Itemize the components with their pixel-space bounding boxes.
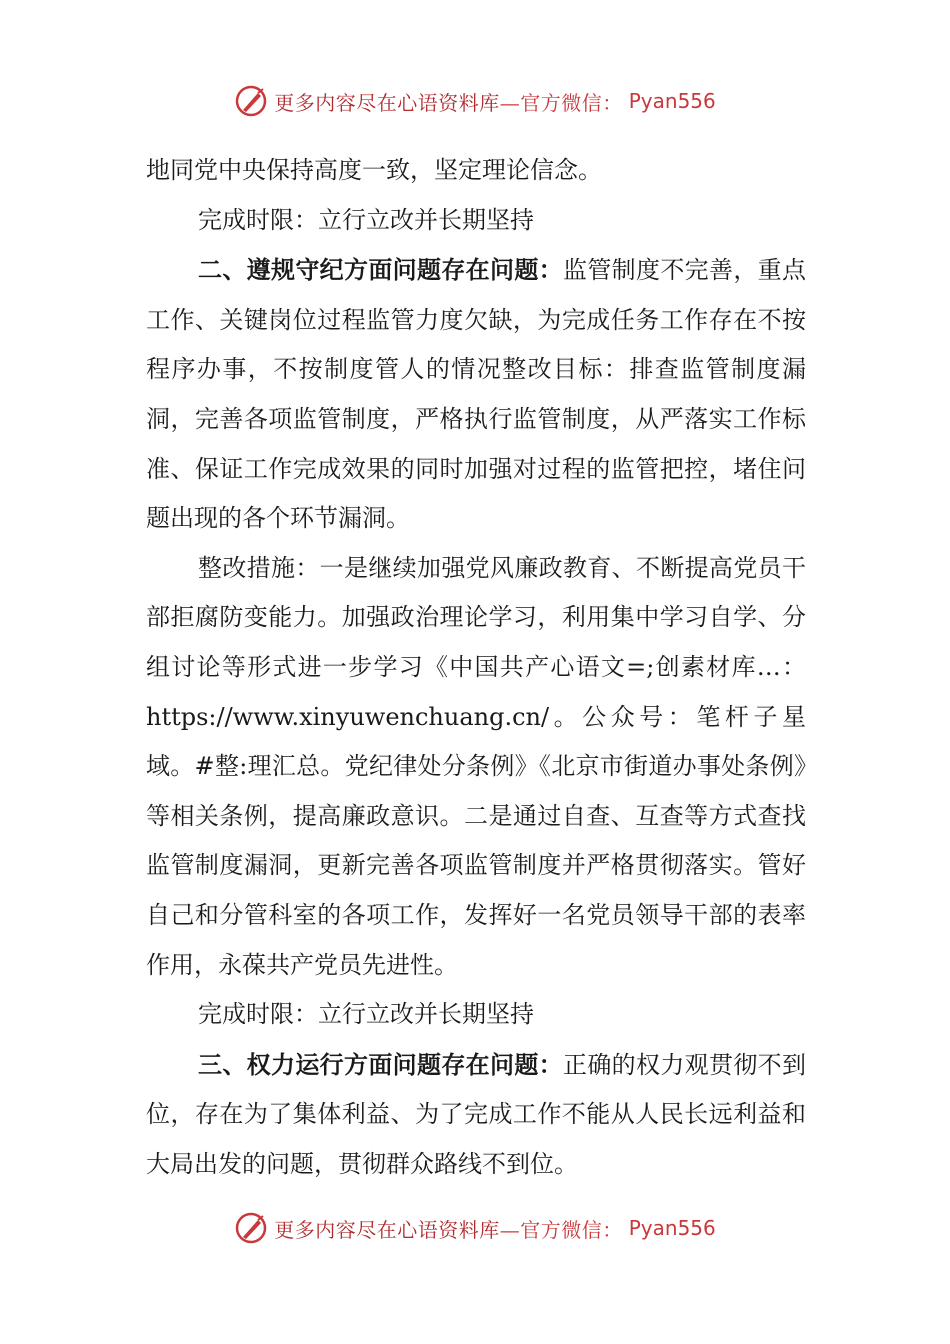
pen-logo-icon <box>234 84 268 118</box>
paragraph-text: 完成时限：立行立改并长期坚持 <box>198 205 534 234</box>
document-body <box>146 146 806 1189</box>
pen-logo-icon <box>234 1211 268 1245</box>
deadline-1 <box>146 196 806 246</box>
banner-brand: 更多内容尽在心语资料库 <box>274 1217 500 1242</box>
banner-brand: 更多内容尽在心语资料库 <box>274 90 500 115</box>
banner-official: 官方微信： <box>520 1217 623 1242</box>
banner-official: 官方微信： <box>520 90 623 115</box>
paragraph-text: 完成时限：立行立改并长期坚持 <box>198 1000 534 1029</box>
paragraph-text: 监管制度不完善，重点工作、关键岗位过程监管力度欠缺，为完成任务工作存在不按程序办事，不按制度管人的情况整改目标：排查监管制度漏洞，完善各项监管制度，严格执行监管制度，从严落实工作标准、保证工作完成效果的同时加强对过程的监管把控，堵住问题出现的各个环节漏洞。 <box>146 256 806 533</box>
section-heading: 三、权力运行方面问题存在问题： <box>198 1049 563 1079</box>
header-banner <box>0 84 950 118</box>
banner-dash: — <box>499 1217 521 1242</box>
section-2 <box>146 245 806 544</box>
banner-text <box>274 87 623 116</box>
deadline-2 <box>146 990 806 1040</box>
measures-paragraph <box>146 544 806 990</box>
section-3 <box>146 1040 806 1190</box>
banner-text <box>274 1214 623 1243</box>
paragraph-text: 正确的权力观贯彻不到位，存在为了集体利益、为了完成工作不能从人民长远利益和大局出发的问题，贯彻群众路线不到位。 <box>146 1050 806 1178</box>
banner-wechat-id: Pyan556 <box>628 89 716 113</box>
footer-banner <box>0 1211 950 1245</box>
banner-wechat-id: Pyan556 <box>628 1216 716 1240</box>
paragraph-text: 整改措施：一是继续加强党风廉政教育、不断提高党员干部拒腐防变能力。加强政治理论学习，利用集中学习自学、分组讨论等形式进一步学习《中国共产心语文=;创素材库…：https://www.xinyuwenchuang.cn/。公众号：笔杆子星域。#整:理汇总。党纪律处分条例》《北京市街道办事处条例》等相关条例，提高廉政意识。二是通过自查、互查等方式查找监管制度漏洞，更新完善各项监管制度并严格贯彻落实。管好自己和分管科室的各项工作，发挥好一名党员领导干部的表率作用，永葆共产党员先进性。 <box>146 553 806 979</box>
section-heading: 二、遵规守纪方面问题存在问题： <box>198 255 563 285</box>
paragraph-1 <box>146 146 806 196</box>
banner-dash: — <box>499 90 521 115</box>
paragraph-text: 地同党中央保持高度一致，坚定理论信念。 <box>146 156 602 184</box>
